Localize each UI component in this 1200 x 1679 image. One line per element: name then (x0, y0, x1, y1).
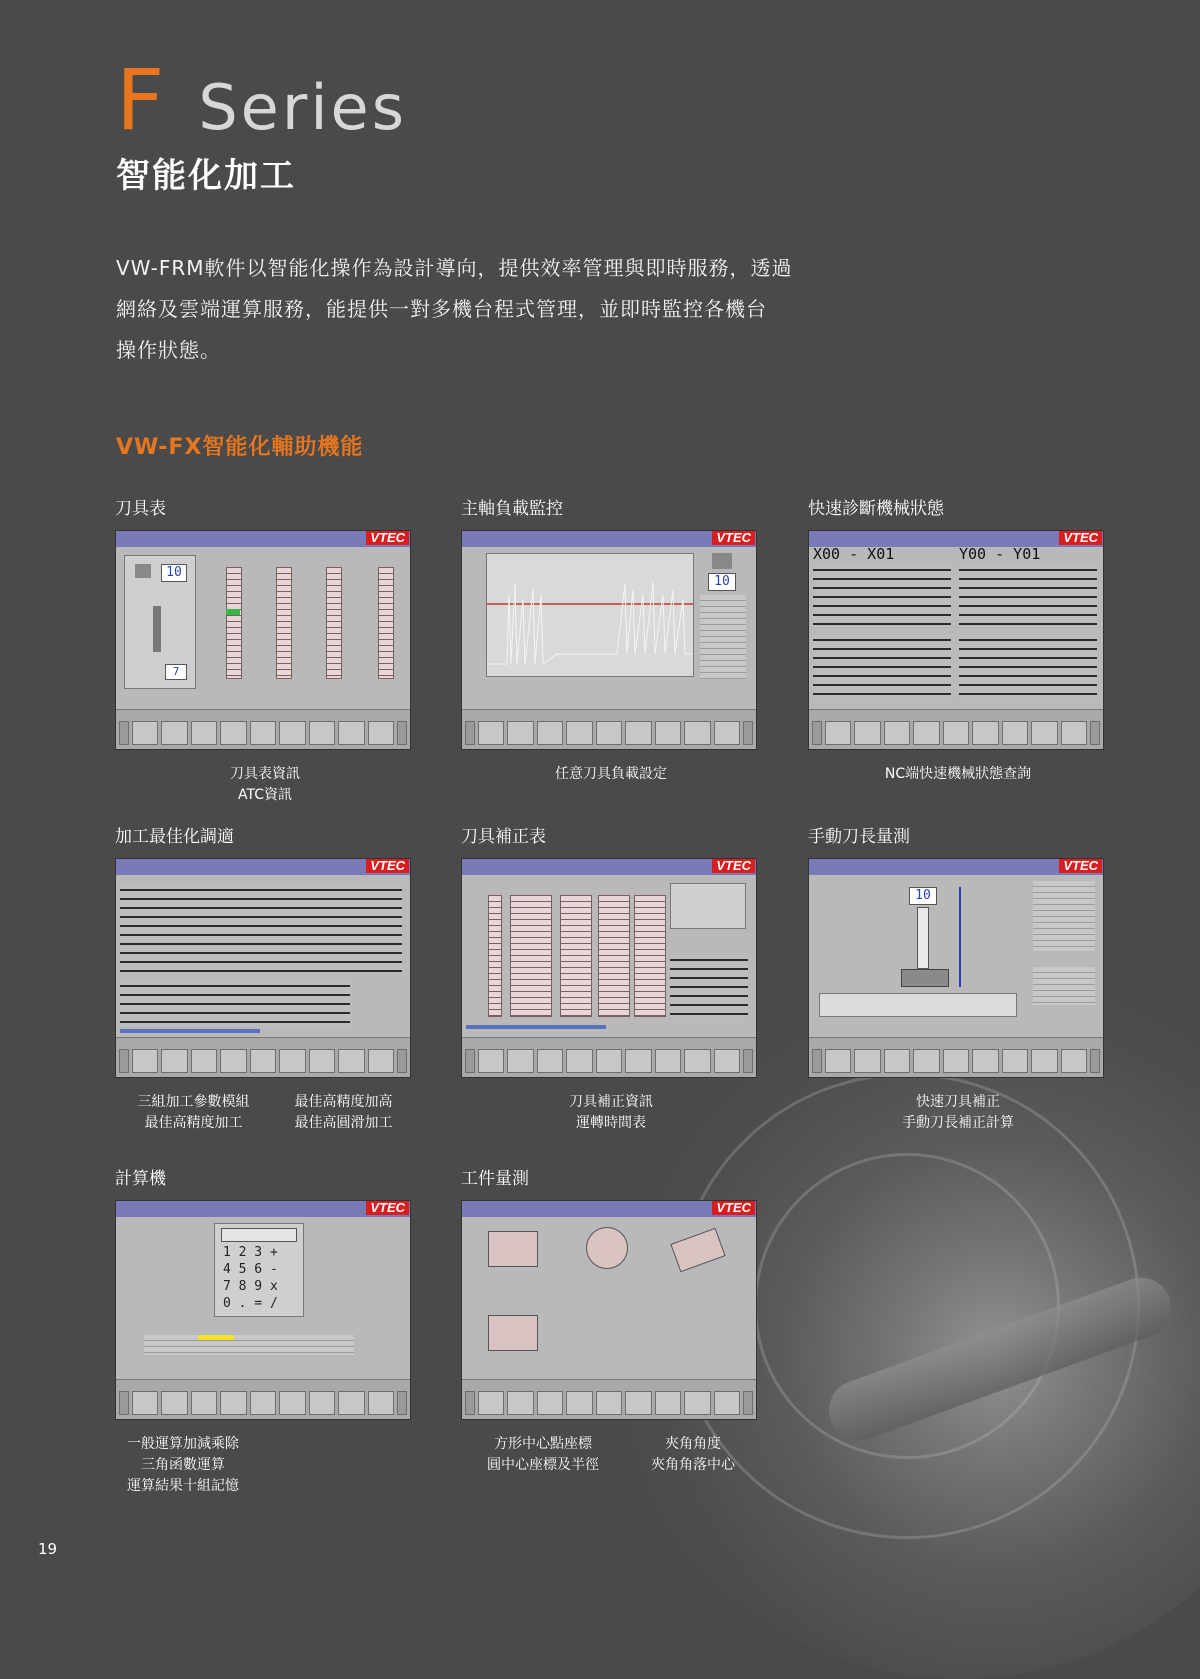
screen-title-bar (116, 531, 410, 547)
intro-paragraph (116, 248, 856, 371)
caption-line: ATC資訊 (238, 787, 292, 803)
soft-key[interactable] (566, 1391, 592, 1415)
feature-caption (808, 764, 1108, 785)
soft-key[interactable] (397, 721, 407, 745)
calculator-display (221, 1228, 297, 1242)
screenshot-machining-optimization (115, 858, 411, 1078)
vtec-logo: VTEC (366, 859, 409, 873)
soft-key[interactable] (684, 721, 710, 745)
soft-key[interactable] (1002, 721, 1028, 745)
screen-title-bar (462, 1201, 756, 1217)
soft-key-bar (462, 1037, 756, 1077)
tool-holder-icon (153, 606, 161, 652)
spindle-icon (712, 553, 732, 569)
soft-key[interactable] (309, 1391, 335, 1415)
soft-key[interactable] (119, 1391, 129, 1415)
progress-bar (466, 1025, 606, 1029)
soft-key[interactable] (309, 721, 335, 745)
soft-key[interactable] (161, 1391, 187, 1415)
soft-key[interactable] (743, 1049, 753, 1073)
caption-line: 快速刀具補正 (916, 1094, 1000, 1110)
soft-key[interactable] (566, 721, 592, 745)
load-chart-area (486, 553, 694, 677)
soft-key[interactable] (537, 1391, 563, 1415)
soft-key[interactable] (119, 721, 129, 745)
feature-spindle-load (461, 494, 761, 785)
soft-key[interactable] (368, 1049, 394, 1073)
feature-tool-offset-table (461, 822, 761, 1134)
soft-key[interactable] (132, 1391, 158, 1415)
soft-key[interactable] (884, 1049, 910, 1073)
soft-key[interactable] (943, 1049, 969, 1073)
screenshot-manual-tool-length (808, 858, 1104, 1078)
feature-caption (115, 764, 415, 806)
page-subtitle: 智能化加工 (116, 156, 296, 196)
soft-key-bar (462, 1379, 756, 1419)
offset-column (488, 895, 502, 1017)
caption-line: 手動刀長補正計算 (902, 1115, 1014, 1131)
soft-key[interactable] (684, 1391, 710, 1415)
tool-list-column (378, 567, 394, 679)
intro-line: 網絡及雲端運算服務，能提供一對多機台程式管理，並即時監控各機台 (116, 297, 767, 321)
caption-column (138, 1092, 250, 1134)
soft-key[interactable] (250, 1391, 276, 1415)
soft-key[interactable] (465, 1049, 475, 1073)
soft-key[interactable] (913, 721, 939, 745)
soft-key[interactable] (625, 721, 651, 745)
soft-key[interactable] (478, 721, 504, 745)
soft-key[interactable] (478, 1391, 504, 1415)
screen-body (462, 875, 756, 1035)
memory-highlight (198, 1335, 234, 1340)
soft-key[interactable] (625, 1391, 651, 1415)
soft-key[interactable] (884, 721, 910, 745)
caption-line: 三角函數運算 (141, 1457, 225, 1473)
runtime-table (670, 955, 748, 1017)
soft-key[interactable] (397, 1049, 407, 1073)
section-title: VW-FX智能化輔助機能 (116, 435, 364, 460)
feature-workpiece-measurement (461, 1164, 761, 1476)
selected-tool-cell (226, 609, 240, 615)
soft-key[interactable] (507, 1049, 533, 1073)
title-letter: F (116, 51, 165, 149)
progress-bar (120, 1029, 260, 1033)
vtec-logo: VTEC (366, 1201, 409, 1215)
screen-body (116, 1217, 410, 1377)
soft-key[interactable] (655, 1049, 681, 1073)
soft-key[interactable] (368, 1391, 394, 1415)
tool-drawing (917, 907, 929, 969)
title-word: Series (198, 71, 407, 144)
soft-key[interactable] (596, 1391, 622, 1415)
screenshot-calculator (115, 1200, 411, 1420)
screen-title-bar (809, 859, 1103, 875)
screen-title-bar (116, 859, 410, 875)
caption-line: 一般運算加減乘除 (127, 1436, 239, 1452)
screen-body (809, 875, 1103, 1035)
feature-caption (461, 1434, 761, 1476)
soft-key[interactable] (279, 1391, 305, 1415)
caption-column (487, 1434, 599, 1476)
vtec-logo: VTEC (712, 531, 755, 545)
page-number: 19 (38, 1540, 58, 1558)
soft-key[interactable] (1061, 1049, 1087, 1073)
soft-key[interactable] (714, 1049, 740, 1073)
feature-caption (115, 1434, 415, 1497)
tool-number-box: 10 (909, 887, 937, 905)
soft-key[interactable] (1061, 721, 1087, 745)
intro-line: 操作狀態。 (116, 338, 221, 362)
soft-key[interactable] (714, 721, 740, 745)
soft-key[interactable] (368, 721, 394, 745)
soft-key-bar (116, 1379, 410, 1419)
soft-key[interactable] (812, 1049, 822, 1073)
soft-key[interactable] (161, 721, 187, 745)
offset-column (510, 895, 552, 1017)
offset-column (560, 895, 592, 1017)
soft-key[interactable] (279, 721, 305, 745)
feature-calculator (115, 1164, 415, 1497)
soft-key[interactable] (250, 721, 276, 745)
soft-key[interactable] (943, 721, 969, 745)
soft-key[interactable] (119, 1049, 129, 1073)
soft-key[interactable] (537, 721, 563, 745)
signal-list (959, 635, 1097, 697)
feature-label: 加工最佳化調適 (115, 827, 234, 847)
screenshot-spindle-load (461, 530, 757, 750)
soft-key[interactable] (220, 1049, 246, 1073)
soft-key[interactable] (1031, 1049, 1057, 1073)
screen-body (809, 547, 1103, 707)
feature-caption (461, 764, 761, 785)
caption-line: 最佳高精度加工 (144, 1115, 243, 1131)
soft-key[interactable] (132, 1049, 158, 1073)
soft-key[interactable] (825, 1049, 851, 1073)
magazine-number-box: 7 (165, 664, 187, 680)
caption-line: 圓中心座標及半徑 (487, 1457, 599, 1473)
soft-key[interactable] (972, 721, 998, 745)
load-chart (487, 554, 693, 676)
soft-key[interactable] (566, 1049, 592, 1073)
measure-fields (1033, 881, 1095, 951)
page-title (116, 51, 407, 149)
soft-key[interactable] (972, 1049, 998, 1073)
soft-key[interactable] (854, 721, 880, 745)
result-fields (1033, 967, 1095, 1005)
soft-key[interactable] (655, 1391, 681, 1415)
calculator-keys[interactable]: 1 2 3 + 4 5 6 - 7 8 9 x 0 . = / (223, 1245, 278, 1311)
caption-line: 最佳高圓滑加工 (294, 1115, 393, 1131)
caption-line: 三組加工參數模組 (137, 1094, 250, 1110)
feature-machining-optimization (115, 822, 415, 1134)
feature-label: 刀具表 (115, 499, 166, 519)
feature-manual-tool-length (808, 822, 1108, 1134)
screenshot-tool-table (115, 530, 411, 750)
soft-key-bar (809, 709, 1103, 749)
soft-key[interactable] (465, 721, 475, 745)
vtec-logo: VTEC (712, 859, 755, 873)
soft-key[interactable] (596, 721, 622, 745)
screen-body (462, 1217, 756, 1377)
soft-key[interactable] (743, 721, 753, 745)
screen-body (462, 547, 756, 707)
soft-key[interactable] (1031, 721, 1057, 745)
feature-label: 刀具補正表 (461, 827, 546, 847)
soft-key[interactable] (309, 1049, 335, 1073)
workpiece-block (901, 969, 949, 987)
corner-workpiece (488, 1315, 538, 1351)
soft-key[interactable] (397, 1391, 407, 1415)
soft-key[interactable] (338, 1391, 364, 1415)
caption-line: 最佳高精度加高 (294, 1094, 393, 1110)
caption-line: 刀具表資訊 (230, 766, 300, 782)
output-signals-heading: Y00 - Y01 (959, 545, 1041, 563)
soft-key[interactable] (191, 721, 217, 745)
soft-key[interactable] (655, 721, 681, 745)
soft-key-bar (809, 1037, 1103, 1077)
feature-quick-diagnosis (808, 494, 1108, 785)
vtec-logo: VTEC (712, 1201, 755, 1215)
feature-tool-table (115, 494, 415, 806)
caption-line: NC端快速機械狀態查詢 (884, 766, 1032, 782)
load-trace (487, 582, 693, 664)
signal-list (813, 635, 951, 697)
soft-key-bar (462, 709, 756, 749)
circle-workpiece (586, 1227, 628, 1269)
soft-key[interactable] (338, 721, 364, 745)
caption-line: 方形中心點座標 (494, 1436, 592, 1452)
soft-key[interactable] (743, 1391, 753, 1415)
offset-column (598, 895, 630, 1017)
soft-key[interactable] (250, 1049, 276, 1073)
soft-key[interactable] (338, 1049, 364, 1073)
feature-label: 工件量測 (461, 1169, 529, 1189)
memory-list (144, 1335, 354, 1355)
vtec-logo: VTEC (1059, 531, 1102, 545)
soft-key[interactable] (465, 1391, 475, 1415)
soft-key[interactable] (825, 721, 851, 745)
tool-list-column (226, 567, 242, 679)
soft-key[interactable] (161, 1049, 187, 1073)
soft-key[interactable] (1090, 1049, 1100, 1073)
intro-line: VW-FRM軟件以智能化操作為設計導向，提供效率管理與即時服務，透過 (116, 256, 793, 280)
rectangle-workpiece (488, 1231, 538, 1267)
caption-line: 夾角角落中心 (651, 1457, 735, 1473)
tool-panel (124, 555, 196, 689)
screen-body (116, 875, 410, 1035)
tool-number-box: 10 (161, 564, 187, 582)
feature-label: 手動刀長量測 (808, 827, 910, 847)
parameter-table (120, 885, 402, 973)
soft-key[interactable] (684, 1049, 710, 1073)
soft-key[interactable] (1090, 721, 1100, 745)
caption-column (651, 1434, 735, 1476)
offset-column (634, 895, 666, 1017)
caption-line: 運轉時間表 (576, 1115, 646, 1131)
soft-key[interactable] (478, 1049, 504, 1073)
screen-title-bar (116, 1201, 410, 1217)
soft-key[interactable] (220, 721, 246, 745)
soft-key[interactable] (625, 1049, 651, 1073)
soft-key[interactable] (191, 1391, 217, 1415)
screen-title-bar (462, 531, 756, 547)
caption-line: 任意刀具負載設定 (555, 766, 667, 782)
soft-key[interactable] (279, 1049, 305, 1073)
offset-info-panel (670, 883, 746, 929)
feature-label: 主軸負載監控 (461, 499, 563, 519)
soft-key[interactable] (132, 721, 158, 745)
angled-workpiece (670, 1228, 725, 1273)
soft-key[interactable] (1002, 1049, 1028, 1073)
input-signals-heading: X00 - X01 (813, 545, 895, 563)
screenshot-quick-diagnosis (808, 530, 1104, 750)
soft-key[interactable] (507, 721, 533, 745)
calculator-keypad (214, 1223, 304, 1317)
soft-key[interactable] (596, 1049, 622, 1073)
soft-key[interactable] (714, 1391, 740, 1415)
soft-key[interactable] (913, 1049, 939, 1073)
screen-body (116, 547, 410, 707)
screenshot-workpiece-measurement (461, 1200, 757, 1420)
soft-key[interactable] (854, 1049, 880, 1073)
signal-list (959, 565, 1097, 627)
caption-line: 刀具補正資訊 (569, 1094, 653, 1110)
feature-caption (808, 1092, 1108, 1134)
screenshot-tool-offset-table (461, 858, 757, 1078)
soft-key[interactable] (507, 1391, 533, 1415)
feature-caption (115, 1092, 415, 1134)
measure-axis (959, 887, 961, 987)
caption-column (295, 1092, 393, 1134)
caption-line: 夾角角度 (665, 1436, 721, 1452)
parameter-table (120, 981, 350, 1027)
soft-key-bar (116, 1037, 410, 1077)
feature-label: 快速診斷機械狀態 (808, 499, 944, 519)
feature-caption (461, 1092, 761, 1134)
vtec-logo: VTEC (366, 531, 409, 545)
tool-number-box: 10 (708, 573, 736, 591)
soft-key[interactable] (191, 1049, 217, 1073)
soft-key[interactable] (812, 721, 822, 745)
soft-key[interactable] (537, 1049, 563, 1073)
input-field[interactable] (819, 993, 1017, 1017)
tool-list-column (326, 567, 342, 679)
soft-key-bar (116, 709, 410, 749)
signal-list (813, 565, 951, 627)
spindle-icon (135, 564, 151, 578)
screen-title-bar (462, 859, 756, 875)
setting-fields (700, 595, 746, 679)
vtec-logo: VTEC (1059, 859, 1102, 873)
caption-line: 運算結果十組記憶 (127, 1478, 239, 1494)
soft-key[interactable] (220, 1391, 246, 1415)
tool-list-column (276, 567, 292, 679)
feature-label: 計算機 (115, 1169, 166, 1189)
